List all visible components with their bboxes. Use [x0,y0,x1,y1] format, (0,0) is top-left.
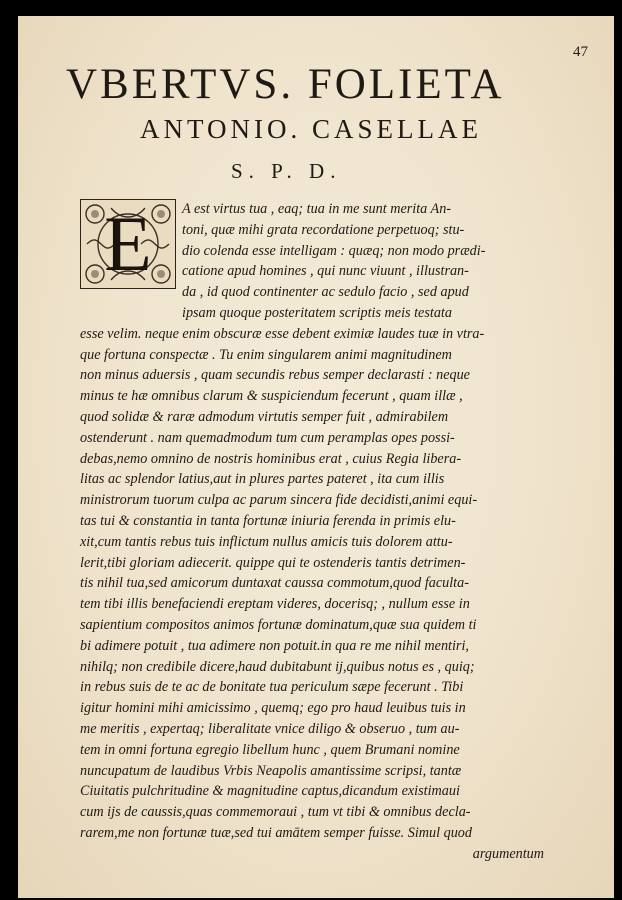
text-line: tem in omni fortuna egregio libellum hunc , quem Brumani nomine [80,741,460,758]
text-line: catione apud homines , qui nunc viuunt , illustran- [182,263,469,280]
salutation: S. P. D. [231,159,342,183]
text-line: tis nihil tua,sed amicorum duntaxat caussa commotum,quod faculta- [80,575,469,592]
text-line: ostenderunt . nam quemadmodum tum cum peramplas opes possi- [80,429,455,446]
text-line: non minus aduersis , quam secundis rebus semper declarasti : neque [80,367,470,384]
text-line: me meritis , expertaq; liberalitate vnice diligo & obseruo , tum au- [80,720,460,737]
catchword: argumentum [472,845,544,862]
author-heading: VBERTVS. FOLIETA [66,61,505,108]
text-line: que fortuna conspectæ . Tu enim singularem animi magnitudinem [80,346,452,363]
text-line: da , id quod continenter ac sedulo facio , sed apud [182,284,469,301]
text-line: debas,nemo omnino de nostris hominibus erat , cuius Regia libera- [80,450,462,467]
text-line: toni, quæ mihi grata recordatione perpetuoq; stu- [182,221,465,238]
text-line: minus te hæ omnibus clarum & suspiciendum fecerunt , quam illæ , [80,388,463,405]
text-line: igitur homini mihi amicissimo , quemq; ego pro haud leuibus tuis in [80,700,466,717]
photo-frame [8,8,612,892]
text-line: lerit,tibi gloriam adiecerit. quippe qui te ostenderis tantis detrimen- [80,554,466,571]
text-line: in rebus suis de te ac de bonitate tua periculum sæpe fecerunt . Tibi [80,679,464,696]
text-line: litas ac splendor latius,aut in plures partes pateret , ita cum illis [80,471,445,488]
text-line: sapientium compositos animos fortunæ dominatum,quæ sua quidem ti [80,616,477,633]
text-line: A est virtus tua , eaq; tua in me sunt merita An- [182,201,452,217]
book-page [18,16,614,898]
drop-cap-letter: E [104,200,152,287]
letter-body [80,199,550,865]
text-line: dio colenda esse intelligam : quæq; non modo prædi- [182,242,486,259]
text-line: nuncupatum de laudibus Vrbis Neapolis amantissime scripsi, tantæ [80,762,462,779]
recipient-heading: ANTONIO. CASELLAE [140,114,482,144]
text-line: ministrorum tuorum culpa ac parum sincera fide decidisti,animi equi- [80,492,478,509]
text-line: rarem,me non fortunæ tuæ,sed tui amātem semper fuisse. Simul quod [80,824,472,841]
text-line: xit,cum tantis rebus tuis inflictum nullus amicis tuis dolorem attu- [80,533,453,550]
text-line: quod solidæ & raræ admodum virtutis semper fuit , admirabilem [80,408,449,425]
text-line: ipsam quoque posteritatem scriptis meis testata [182,304,452,321]
text-line: nihilq; non credibile dicere,haud dubitabunt ij,quibus notus es , quiq; [80,658,475,675]
text-line: Ciuitatis pulchritudine & magnitudine captus,dicandum existimaui [80,783,460,800]
text-line: cum ijs de caussis,quas commemoraui , tum vt tibi & omnibus decla- [80,804,471,821]
page-number: 47 [573,44,588,60]
text-line: tas tui & constantia in tanta fortunæ iniuria ferenda in primis elu- [80,512,456,529]
text-line: tem tibi illis benefaciendi ereptam videres, docerisq; , nullum esse in [80,596,470,613]
text-line: bi adimere potuit , tua adimere non potuit.in qua re me nihil mentiri, [80,637,469,654]
text-line: esse velim. neque enim obscuræ esse debent eximiæ laudes tuæ in vtra- [80,325,485,342]
